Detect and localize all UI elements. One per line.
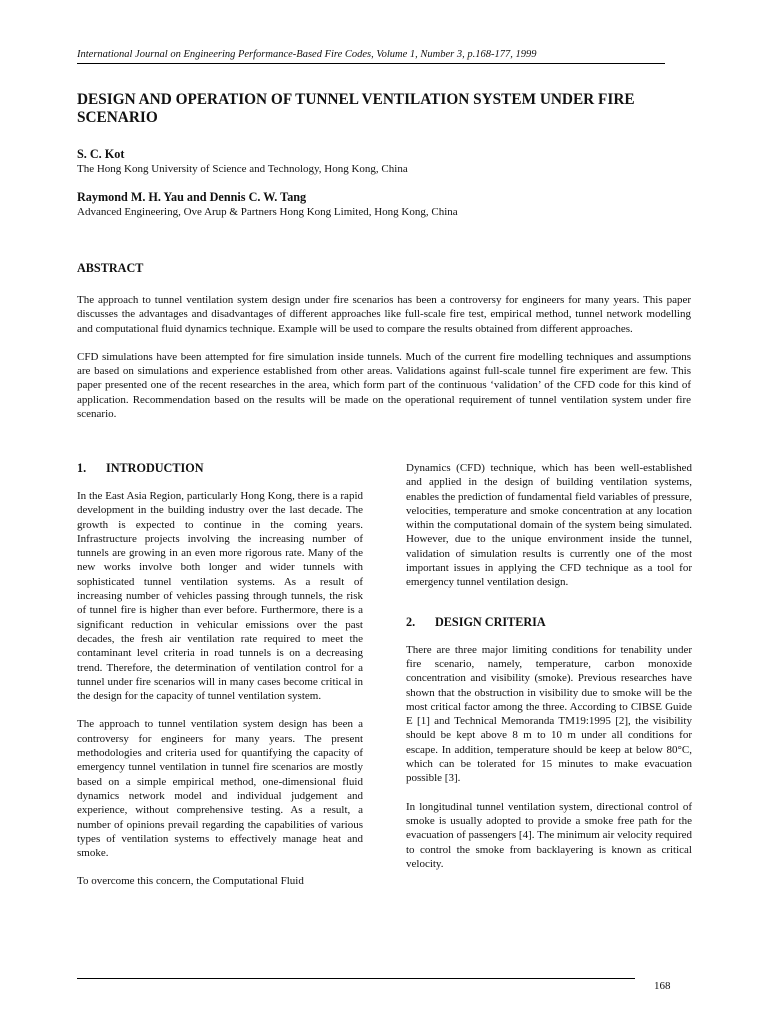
section-1-heading [77, 461, 363, 475]
body-paragraph: In the East Asia Region, particularly Hong Kong, there is a rapid development in the building industry over the last decade. The growth is expected to continue in the coming years. Infrastructure projects involving the increasing number of tunnels are growing in an even more rigorous rate. Many of the new works involve both longer and wider tunnels with sophisticated tunnel ventilation systems. As a result of increasing number of vehicles passing through tunnels, the risk of tunnel fire is higher than ever before. Furthermore, there is a significant reduction in vehicular emissions over the past decades, the fresh air ventilation rate required to meet the contaminant level criteria in road tunnels is on a decreasing trend. Therefore, the determination of ventilation control for a tunnel under fire scenarios will in many cases become critical in the design for the capacity of tunnel ventilation system. [77, 490, 363, 703]
body-paragraph-continued: Dynamics (CFD) technique, which has been well-established and applied in the design of building ventilation systems, enables the prediction of fundamental field variables of pressure, velocities, temperature and smoke concentration at any location within the computational domain of the system being simulated. However, due to the unique environment inside the tunnel, validation of simulation results is currently one of the most important issues in applying the CFD technique as a tool for emergency tunnel ventilation design. [406, 462, 692, 589]
body-paragraph: The approach to tunnel ventilation system design has been a controversy for engineers for many years. The present methodologies and criteria used for quantifying the capacity of emergency tunnel ventilation in tunnel fire scenarios are mostly based on a simple empirical method, one-dimensional fluid dynamics network model and individual judgement and experience, without comprehensive testing. As a result, a number of opinions prevail regarding the capabilities of various types of ventilation systems to effectively manage heat and smoke. [77, 718, 363, 860]
page-number: 168 [654, 980, 671, 992]
author-2-name: Raymond M. H. Yau and Dennis C. W. Tang [77, 190, 307, 204]
section-1-title: INTRODUCTION [106, 461, 204, 475]
section-2-heading [406, 615, 692, 629]
author-2-affiliation: Advanced Engineering, Ove Arup & Partners Hong Kong Limited, Hong Kong, China [77, 206, 458, 218]
footer-rule [77, 978, 635, 979]
author-1-name: S. C. Kot [77, 147, 125, 161]
section-2-number: 2. [406, 614, 416, 629]
author-1-affiliation: The Hong Kong University of Science and Technology, Hong Kong, China [77, 163, 408, 175]
left-column [77, 461, 363, 903]
abstract-body [77, 293, 691, 435]
body-paragraph: In longitudinal tunnel ventilation system, directional control of smoke is usually adopted to provide a smoke free path for the evacuation of passengers [4]. The minimum air velocity required to control the smoke from backlayering is known as critical velocity. [406, 800, 692, 870]
abstract-paragraph: The approach to tunnel ventilation system design under fire scenarios has been a controversy for engineers for many years. This paper discusses the advantages and disadvantages of different approaches like full-scale fire test, empirical method, tunnel network modelling and computational fluid dynamics technique. Example will be used to compare the results obtained from different approaches. [77, 294, 691, 335]
paper-title: DESIGN AND OPERATION OF TUNNEL VENTILATION SYSTEM UNDER FIRE SCENARIO [77, 91, 635, 126]
journal-header: International Journal on Engineering Performance-Based Fire Codes, Volume 1, Number 3, p.168-177, 1999 [77, 48, 665, 64]
right-column [406, 461, 692, 885]
section-2-title: DESIGN CRITERIA [435, 614, 546, 629]
section-1-number: 1. [77, 461, 87, 475]
abstract-heading: ABSTRACT [77, 261, 144, 275]
body-paragraph: There are three major limiting conditions for tenability under fire scenario, namely, temperature, carbon monoxide concentration and visibility (smoke). Previous researches have shown that the obstruction in visibility due to smoke will be the most critical factor among the three. According to CIBSE Guide E [1] and Technical Memoranda TM19:1995 [2], the visibility should be kept above 8 m to 10 m under all conditions for escape. In addition, temperature should be keep at below 80°C, which can be tolerated for 15 minutes to make evacuation possible [3]. [406, 643, 692, 785]
body-paragraph: To overcome this concern, the Computational Fluid [77, 875, 304, 888]
abstract-paragraph: CFD simulations have been attempted for fire simulation inside tunnels. Much of the current fire modelling techniques and assumptions are based on simulations and experience established from other areas. Validations against full-scale tunnel fire experiment are few. This paper presented one of the recent researches in the area, which form part of the continuous ‘validation’ of the CFD code for this kind of application. Recommendation based on the results will be made on the operational requirement of tunnel ventilation system under fire scenario. [77, 350, 691, 421]
